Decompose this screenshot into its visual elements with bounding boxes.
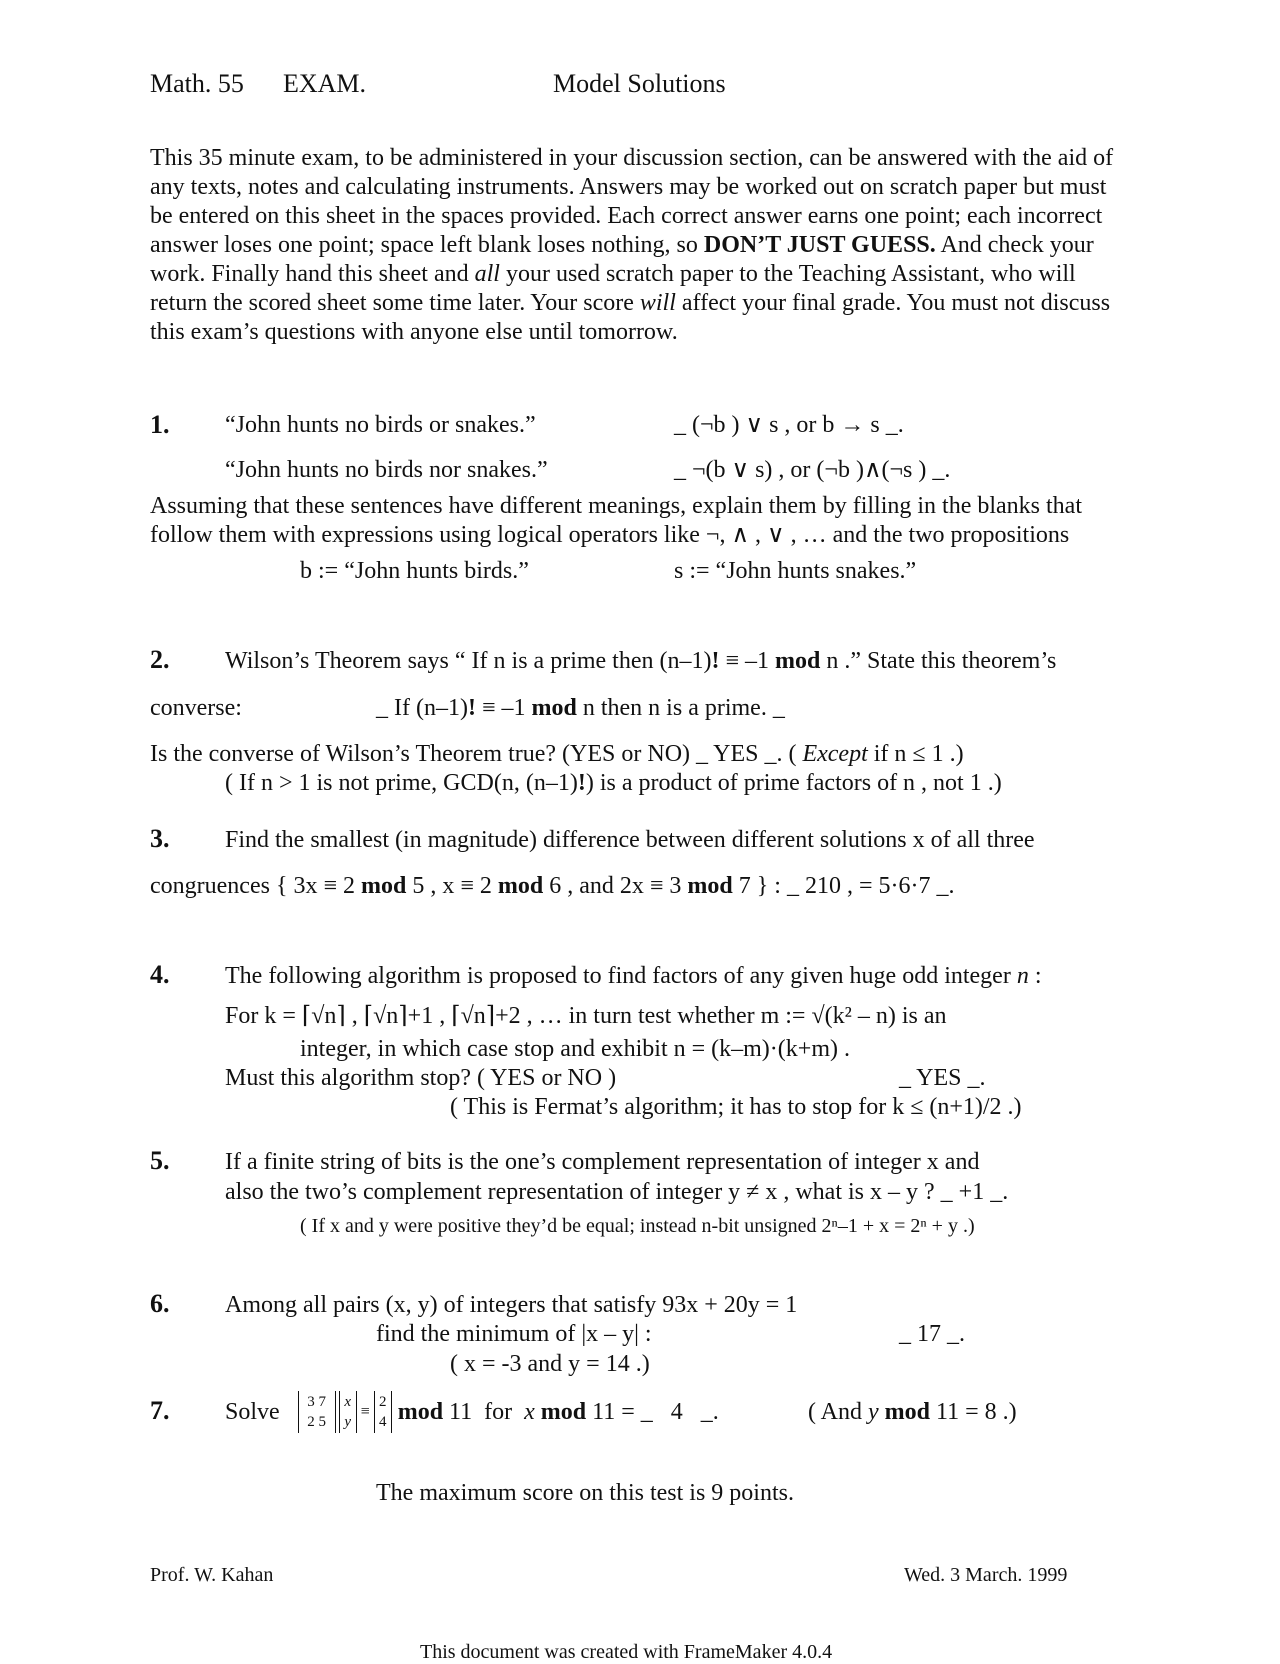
intro-text-2: And check your work. Finally hand this sheet and — [150, 232, 1094, 287]
intro-bold-warning: DON’T JUST GUESS. — [703, 232, 936, 258]
q1-answer-or: _ (¬b ) ∨ s , or b → s _. — [674, 412, 904, 438]
max-score-line: The maximum score on this test is 9 points. — [376, 1480, 794, 1506]
intro-all: all — [474, 261, 500, 287]
q5-number: 5. — [150, 1146, 170, 1175]
intro-text-1: This 35 minute exam, to be administered in your discussion section, can be answered with the aid of any texts, notes and calculating instruments. Answers may be worked out on scratch paper but must be entered on this sheet in the spaces provided. Each correct answer earns one point; each incorrect answer loses one point; space left blank loses nothing, so — [150, 145, 1114, 258]
q1-instruction-line: follow them with expressions using logical operators like ¬, ∧ , ∨ , … and the two propositions — [150, 522, 1070, 548]
intro-text-4: affect your final grade. You must not discuss this exam’s questions with anyone else until tomorrow. — [150, 290, 1111, 345]
q4-note: ( This is Fermat’s algorithm; it has to stop for k ≤ (n+1)/2 .) — [450, 1094, 1022, 1120]
intro-text-3: your used scratch paper to the Teaching Assistant, who will return the scored sheet some time later. Your score — [150, 261, 1076, 316]
q4-answer: _ YES _. — [899, 1065, 986, 1091]
q6-note: ( x = -3 and y = 14 .) — [450, 1351, 650, 1377]
footer-creator-note: This document was created with FrameMaker 4.0.4 — [420, 1641, 833, 1663]
q4-question: Must this algorithm stop? ( YES or NO ) — [225, 1065, 617, 1091]
q7-note: ( And y mod 11 = 8 .) — [808, 1399, 1017, 1425]
q6-statement: Among all pairs (x, y) of integers that satisfy 93x + 20y = 1 — [225, 1292, 798, 1318]
q4-number: 4. — [150, 960, 170, 989]
q4-statement: The following algorithm is proposed to find factors of any given huge odd integer n : — [225, 963, 1042, 989]
q6-number: 6. — [150, 1289, 170, 1318]
q2-truth-question: Is the converse of Wilson’s Theorem true? (YES or NO) _ YES _. ( Except if n ≤ 1 .) — [150, 741, 964, 767]
q3-number: 3. — [150, 824, 170, 853]
q2-note: ( If n > 1 is not prime, GCD(n, (n–1)!) is a product of prime factors of n , not 1 .) — [225, 770, 1002, 796]
intro-will: will — [639, 290, 676, 316]
q4-algorithm-stop: integer, in which case stop and exhibit n = (k–m)·(k+m) . — [300, 1036, 850, 1062]
q1-sentence-or: “John hunts no birds or snakes.” — [225, 412, 536, 438]
footer-date: Wed. 3 March. 1999 — [904, 1564, 1068, 1586]
footer-author: Prof. W. Kahan — [150, 1564, 274, 1586]
q1-definition-b: b := “John hunts birds.” — [300, 558, 529, 584]
q2-converse-answer: _ If (n–1)! ≡ –1 mod n then n is a prime. _ — [376, 695, 785, 721]
q4-algorithm: For k = ⌈√n⌉ , ⌈√n⌉+1 , ⌈√n⌉+2 , … in turn test whether m := √(k² – n) is an — [225, 1003, 947, 1029]
q6-answer: _ 17 _. — [899, 1321, 965, 1347]
q6-question: find the minimum of |x – y| : — [376, 1321, 652, 1347]
q7-result-vector: 2 4 — [374, 1391, 392, 1433]
q1-number: 1. — [150, 410, 170, 439]
q2-statement: Wilson’s Theorem says “ If n is a prime then (n–1)! ≡ –1 mod n .” State this theorem’s — [225, 648, 1057, 674]
q5-statement: If a finite string of bits is the one’s complement representation of integer x and — [225, 1149, 980, 1175]
exam-label: EXAM. — [283, 69, 367, 98]
q7-coefficient-matrix: 3 7 2 5 — [298, 1391, 336, 1433]
q7-number: 7. — [150, 1396, 170, 1425]
instructions-paragraph — [150, 144, 1130, 347]
q5-question-answer: also the two’s complement representation of integer y ≠ x , what is x – y ? _ +1 _. — [225, 1179, 1009, 1205]
q1-sentence-nor: “John hunts no birds nor snakes.” — [225, 457, 548, 483]
q7-solve-label: Solve — [225, 1398, 280, 1425]
q1-definition-s: s := “John hunts snakes.” — [674, 558, 917, 584]
q3-statement: Find the smallest (in magnitude) difference between different solutions x of all three — [225, 827, 1035, 853]
q7-equiv-sign: ≡ — [360, 1403, 370, 1421]
q2-number: 2. — [150, 645, 170, 674]
page-title: Model Solutions — [553, 69, 726, 98]
q7-equation: Solve 3 7 2 5 x y ≡ 2 4 mod 11 for x mod 11 = _ 4 _. — [225, 1385, 719, 1439]
q3-congruences: congruences { 3x ≡ 2 mod 5 , x ≡ 2 mod 6 , and 2x ≡ 3 mod 7 } : _ 210 , = 5·6·7 _. — [150, 873, 955, 899]
q1-answer-nor: _ ¬(b ∨ s) , or (¬b )∧(¬s ) _. — [674, 457, 951, 483]
q1-instruction-line: Assuming that these sentences have different meanings, explain them by filling in the blanks that — [150, 493, 1083, 519]
q2-converse-label: converse: — [150, 695, 242, 721]
course-code: Math. 55 — [150, 69, 244, 98]
q5-note: ( If x and y were positive they’d be equal; instead n-bit unsigned 2ⁿ–1 + x = 2ⁿ + y .) — [300, 1215, 975, 1237]
q7-variable-vector: x y — [339, 1391, 357, 1433]
